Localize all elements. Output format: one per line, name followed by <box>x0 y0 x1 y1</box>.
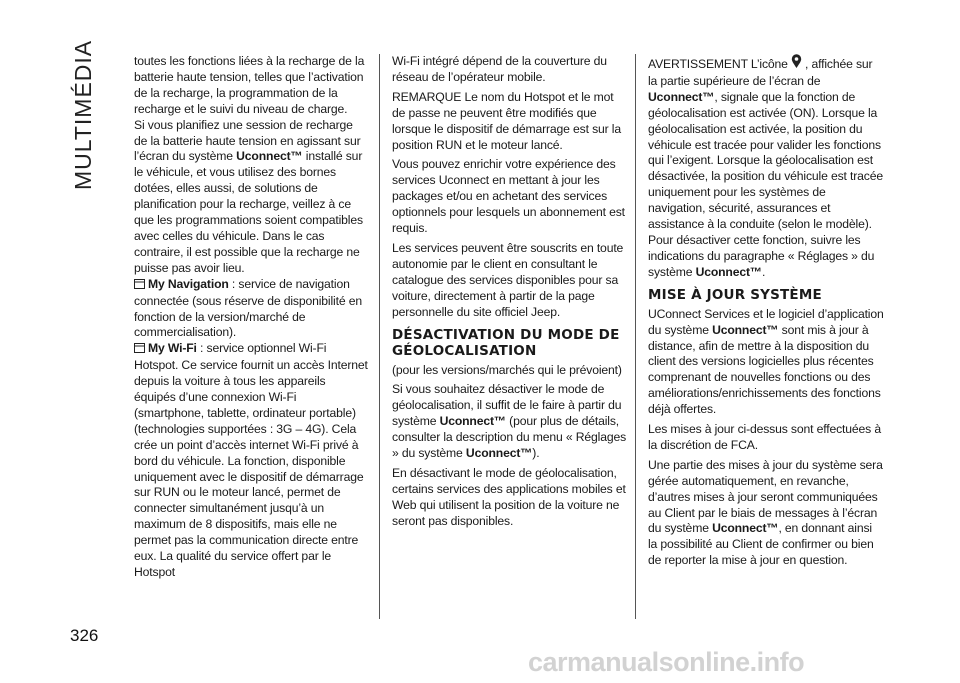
service-name: My Navigation <box>148 276 229 291</box>
section-heading: DÉSACTIVATION DU MODE DE GÉOLOCALISATION <box>392 326 620 359</box>
brand-name: Uconnect™ <box>648 89 715 104</box>
paragraph-my-navigation: My Navigation : service de navigation connectée (sous réserve de disponibilité en fonction de la version/marché de commercialisation). <box>134 276 362 340</box>
watermark: carmanualsonline.info <box>528 647 805 677</box>
paragraph-warning: AVERTISSEMENT L’icône , affichée sur la partie supérieure de l’écran de Uconnect™, signale que la fonction de géolocalisation est activée (ON). Lorsque la géolocalisation est activée, la position du véhicule est tracée pour valider les fonctions qui l’exigent. Lorsque la géolocalisation est désactivée, la position du véhicule est tracée uniquement pour les systèmes de navigation, sécurité, assurances et assistance à la conduite (selon le modèle). Pour désactiver cette fonction, suivre les indications du paragraphe « Réglages » du système Uconnect™. <box>648 54 884 281</box>
brand-name: Uconnect™ <box>695 264 762 279</box>
location-pin-icon <box>791 54 802 74</box>
page-number: 326 <box>70 626 99 645</box>
section-heading: MISE À JOUR SYSTÈME <box>648 286 822 303</box>
paragraph: Une partie des mises à jour du système sera gérée automatiquement, en revanche, d’autres mises à jour seront communiquées au Client par le biais de messages à l’écran du système Uconnect™, en donnant ainsi la possibilité au Client de confirmer ou bien de reporter la mise à jour en question. <box>648 457 883 568</box>
column-3 <box>648 54 884 573</box>
paragraph: toutes les fonctions liées à la recharge de la batterie haute tension, telles que l’activation de la recharge, la programmation de la recharge et le suivi du niveau de charge. <box>134 54 365 116</box>
paragraph-my-wifi: My Wi-Fi : service optionnel Wi-Fi Hotspot. Ce service fournit un accès Internet depuis la voiture à tous les appareils équipés d’une connexion Wi-Fi (smartphone, tablette, ordinateur portable) (technologies supportées : 3G – 4G). Cela crée un point d’accès internet Wi-Fi privé à bord du véhicule. La fonction, disponible uniquement avec le dispositif de démarrage sur RUN ou le moteur lancé, permet de connecter simultanément jusqu’à un maximum de 8 dispositifs, mais elle ne permet pas la communication directe entre eux. La qualité du service offert par le Hotspot <box>134 341 368 579</box>
paragraph: Vous pouvez enrichir votre expérience des services Uconnect en mettant à jour les packages et/ou en achetant des services optionnels pour lesquels un abonnement est requis. <box>392 157 625 236</box>
paragraph: REMARQUE Le nom du Hotspot et le mot de passe ne peuvent être modifiés que lorsque le dispositif de démarrage est sur la position RUN et le moteur lancé. <box>392 89 621 152</box>
column-2 <box>392 54 628 534</box>
paragraph: En désactivant le mode de géolocalisation, certains services des applications mobiles et Web qui utilisent la position de la voiture ne seront pas disponibles. <box>392 465 626 528</box>
column-divider <box>379 54 380 619</box>
brand-name: Uconnect™ <box>712 521 779 536</box>
paragraph: Wi-Fi intégré dépend de la couverture du réseau de l’opérateur mobile. <box>392 54 607 84</box>
column-1 <box>134 54 368 581</box>
paragraph: Les services peuvent être souscrits en toute autonomie par le client en consultant le catalogue des services disponibles pour sa voiture, directement à partir de la page personnelle du site officiel Jeep. <box>392 240 624 319</box>
paragraph: UConnect Services et le logiciel d’application du système Uconnect™ sont mis à jour à distance, afin de mettre à la disposition du client des versions logicielles plus récentes comprenant de nouvelles fonctions ou des améliorations/enrichissements des fonctions déjà offertes. <box>648 306 884 417</box>
service-name: My Wi-Fi <box>148 341 197 356</box>
paragraph: Si vous souhaitez désactiver le mode de géolocalisation, il suffit de le faire à partir du système Uconnect™ (pour plus de détails, consulter la description du menu « Réglages » du système Uconnect™). <box>392 382 627 461</box>
brand-name: Uconnect™ <box>712 322 779 337</box>
paragraph: (pour les versions/marchés qui le prévoient) <box>392 362 622 377</box>
brand-name: Uconnect™ <box>236 149 303 164</box>
paragraph: Si vous planifiez une session de recharge de la batterie haute tension en agissant sur l’écran du système Uconnect™ installé sur le véhicule, et vous utilisez des bornes dotées, elles aussi, de solutions de planification pour la recharge, veillez à ce que les programmations soient compatibles avec celles du véhicule. Dans le cas contraire, il est possible que la recharge ne puisse pas avoir lieu. <box>134 117 363 275</box>
square-bullet-icon <box>134 342 145 358</box>
section-title: MULTIMÉDIA <box>70 39 96 190</box>
brand-name: Uconnect™ <box>439 414 506 429</box>
paragraph: Les mises à jour ci-dessus sont effectuées à la discrétion de FCA. <box>648 422 881 452</box>
square-bullet-icon <box>134 278 145 294</box>
brand-name: Uconnect™ <box>465 446 533 461</box>
column-divider <box>635 54 636 619</box>
